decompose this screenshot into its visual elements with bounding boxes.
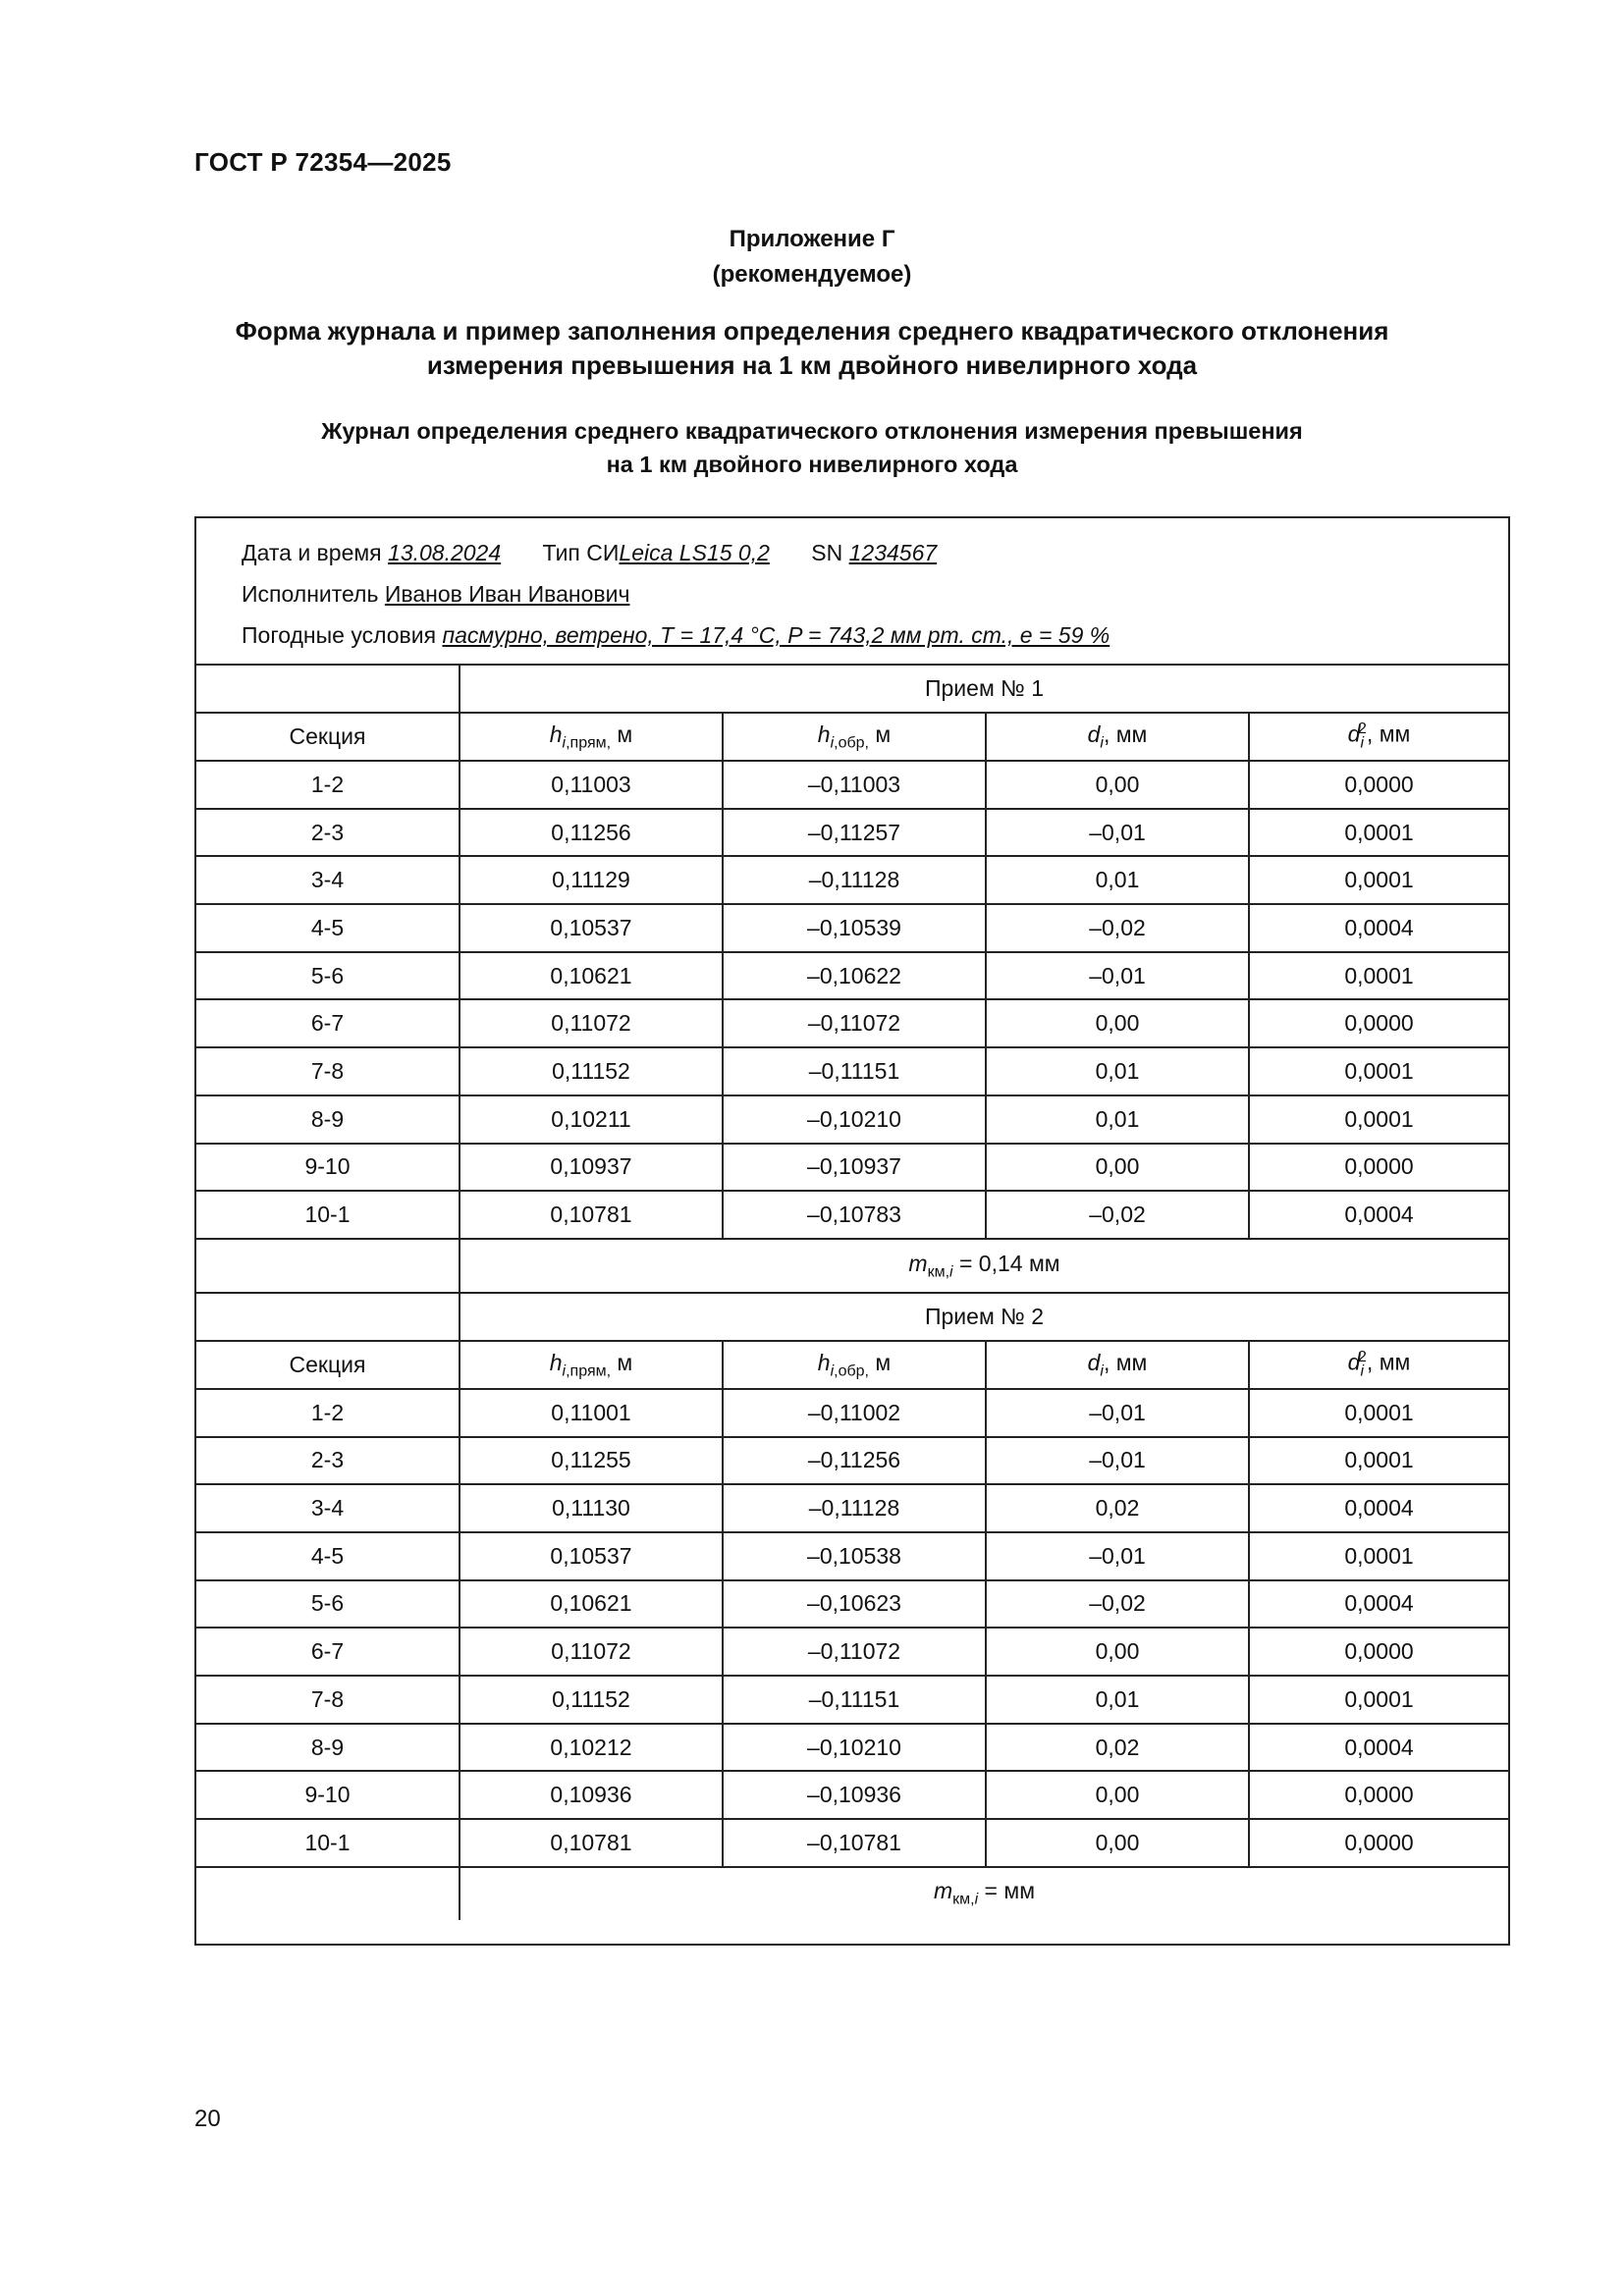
subscript-index: i bbox=[1100, 1362, 1104, 1380]
subscript-text: ,обр, bbox=[834, 1362, 869, 1380]
cell-section: 1-2 bbox=[196, 761, 460, 809]
subscript bbox=[1360, 1363, 1364, 1380]
cell-d2: 0,0001 bbox=[1249, 1047, 1508, 1095]
table-row bbox=[196, 1580, 1508, 1629]
column-header-h-rev bbox=[723, 1341, 986, 1389]
reception-title-row bbox=[196, 665, 1508, 713]
symbol: d bbox=[1347, 1349, 1361, 1375]
cell-h-rev: –0,11257 bbox=[723, 809, 986, 857]
summary-row bbox=[196, 1239, 1508, 1293]
cell-h-rev: –0,10783 bbox=[723, 1191, 986, 1239]
date-label: Дата и время bbox=[242, 540, 382, 565]
cell-h-rev: –0,10937 bbox=[723, 1144, 986, 1192]
empty-cell bbox=[196, 665, 460, 713]
cell-d: –0,02 bbox=[986, 1580, 1249, 1629]
cell-d: 0,00 bbox=[986, 1144, 1249, 1192]
meta-line-1 bbox=[242, 540, 937, 566]
unit: м bbox=[611, 1349, 633, 1375]
date-value: 13.08.2024 bbox=[388, 540, 502, 565]
weather-value: пасмурно, ветрено, T = 17,4 °C, P = 743,2 мм рт. ст., e = 59 % bbox=[442, 622, 1110, 648]
cell-d: 0,00 bbox=[986, 761, 1249, 809]
table-row bbox=[196, 1819, 1508, 1867]
symbol: m bbox=[908, 1250, 928, 1276]
cell-d: 0,01 bbox=[986, 1676, 1249, 1724]
cell-section: 3-4 bbox=[196, 856, 460, 904]
table-row bbox=[196, 999, 1508, 1047]
superscript: 2 bbox=[1358, 1349, 1367, 1366]
table-row bbox=[196, 856, 1508, 904]
result-text: = мм bbox=[978, 1878, 1036, 1904]
cell-h-rev: –0,11128 bbox=[723, 856, 986, 904]
cell-d2: 0,0000 bbox=[1249, 1628, 1508, 1676]
cell-d: 0,00 bbox=[986, 1819, 1249, 1867]
cell-d2: 0,0000 bbox=[1249, 1771, 1508, 1819]
measurements-body bbox=[196, 665, 1508, 1920]
cell-d2: 0,0000 bbox=[1249, 1819, 1508, 1867]
symbol: d bbox=[1347, 721, 1361, 748]
rms-result bbox=[460, 1239, 1508, 1293]
cell-d: 0,00 bbox=[986, 1771, 1249, 1819]
unit: , мм bbox=[1103, 721, 1148, 747]
subscript-text: км, bbox=[927, 1263, 950, 1281]
subscript bbox=[563, 1362, 612, 1379]
cell-h-dir: 0,10621 bbox=[460, 952, 723, 1000]
subscript-text: км, bbox=[952, 1892, 975, 1909]
cell-d2: 0,0004 bbox=[1249, 1484, 1508, 1532]
column-header-d bbox=[986, 1341, 1249, 1389]
cell-d2: 0,0001 bbox=[1249, 1389, 1508, 1437]
cell-h-dir: 0,11130 bbox=[460, 1484, 723, 1532]
cell-h-dir: 0,11255 bbox=[460, 1437, 723, 1485]
subscript-index: i bbox=[1360, 734, 1365, 752]
unit: , мм bbox=[1366, 1349, 1411, 1375]
cell-h-rev: –0,10539 bbox=[723, 904, 986, 952]
subscript-index: i bbox=[949, 1263, 953, 1281]
summary-row bbox=[196, 1867, 1508, 1920]
cell-d: 0,02 bbox=[986, 1724, 1249, 1772]
weather-label: Погодные условия bbox=[242, 622, 437, 648]
cell-d: 0,02 bbox=[986, 1484, 1249, 1532]
cell-h-dir: 0,10781 bbox=[460, 1191, 723, 1239]
cell-d: –0,01 bbox=[986, 1389, 1249, 1437]
cell-h-dir: 0,11072 bbox=[460, 999, 723, 1047]
cell-d: 0,01 bbox=[986, 856, 1249, 904]
sn-value: 1234567 bbox=[848, 540, 938, 565]
column-header-d2 bbox=[1249, 713, 1508, 761]
table-row bbox=[196, 1389, 1508, 1437]
cell-h-dir: 0,10937 bbox=[460, 1144, 723, 1192]
superscript: 2 bbox=[1358, 721, 1367, 738]
cell-h-dir: 0,11001 bbox=[460, 1389, 723, 1437]
cell-d2: 0,0001 bbox=[1249, 952, 1508, 1000]
column-header-h-dir bbox=[460, 1341, 723, 1389]
cell-section: 6-7 bbox=[196, 999, 460, 1047]
journal-title bbox=[0, 414, 1624, 481]
table-row bbox=[196, 1437, 1508, 1485]
cell-d2: 0,0000 bbox=[1249, 999, 1508, 1047]
column-header-row bbox=[196, 713, 1508, 761]
cell-d2: 0,0001 bbox=[1249, 1532, 1508, 1580]
subscript-index: i bbox=[562, 1362, 567, 1380]
table-row bbox=[196, 1191, 1508, 1239]
cell-section: 9-10 bbox=[196, 1771, 460, 1819]
symbol: d bbox=[1087, 1349, 1101, 1375]
cell-d: –0,01 bbox=[986, 1437, 1249, 1485]
subscript bbox=[563, 734, 612, 751]
cell-h-dir: 0,10936 bbox=[460, 1771, 723, 1819]
cell-d2: 0,0001 bbox=[1249, 809, 1508, 857]
table-row bbox=[196, 1676, 1508, 1724]
table-row bbox=[196, 1628, 1508, 1676]
cell-section: 7-8 bbox=[196, 1676, 460, 1724]
cell-section: 9-10 bbox=[196, 1144, 460, 1192]
cell-h-rev: –0,11072 bbox=[723, 1628, 986, 1676]
cell-section: 4-5 bbox=[196, 1532, 460, 1580]
subscript bbox=[831, 734, 869, 751]
cell-h-dir: 0,11152 bbox=[460, 1047, 723, 1095]
table-row bbox=[196, 1047, 1508, 1095]
cell-d: 0,00 bbox=[986, 1628, 1249, 1676]
cell-h-dir: 0,11003 bbox=[460, 761, 723, 809]
cell-h-rev: –0,10936 bbox=[723, 1771, 986, 1819]
meta-line-2 bbox=[242, 581, 745, 608]
journal-meta bbox=[196, 518, 1508, 666]
table-row bbox=[196, 1532, 1508, 1580]
main-title-line-1: Форма журнала и пример заполнения определения среднего квадратического отклонения bbox=[235, 316, 1389, 346]
cell-section: 10-1 bbox=[196, 1191, 460, 1239]
main-title bbox=[0, 314, 1624, 383]
cell-d: –0,01 bbox=[986, 952, 1249, 1000]
cell-d2: 0,0001 bbox=[1249, 1676, 1508, 1724]
cell-h-dir: 0,10781 bbox=[460, 1819, 723, 1867]
cell-h-rev: –0,11151 bbox=[723, 1047, 986, 1095]
cell-h-rev: –0,11003 bbox=[723, 761, 986, 809]
subscript-index: i bbox=[974, 1892, 979, 1909]
rms-result bbox=[460, 1867, 1508, 1920]
cell-section: 7-8 bbox=[196, 1047, 460, 1095]
table-row bbox=[196, 809, 1508, 857]
table-row bbox=[196, 952, 1508, 1000]
cell-section: 6-7 bbox=[196, 1628, 460, 1676]
table-row bbox=[196, 904, 1508, 952]
page-number: 20 bbox=[194, 2106, 221, 2132]
device-value: Leica LS15 0,2 bbox=[619, 540, 770, 565]
cell-section: 2-3 bbox=[196, 1437, 460, 1485]
cell-h-dir: 0,10211 bbox=[460, 1095, 723, 1144]
unit: , мм bbox=[1103, 1349, 1148, 1375]
cell-h-rev: –0,10623 bbox=[723, 1580, 986, 1629]
cell-h-dir: 0,11256 bbox=[460, 809, 723, 857]
subscript-text: ,прям, bbox=[566, 1362, 612, 1380]
symbol: h bbox=[817, 721, 831, 747]
meta-line-3 bbox=[242, 622, 1110, 649]
cell-d2: 0,0001 bbox=[1249, 1095, 1508, 1144]
cell-h-dir: 0,11152 bbox=[460, 1676, 723, 1724]
cell-h-rev: –0,10210 bbox=[723, 1095, 986, 1144]
sn-label: SN bbox=[811, 540, 843, 565]
cell-section: 8-9 bbox=[196, 1095, 460, 1144]
subscript bbox=[952, 1892, 978, 1908]
cell-h-rev: –0,10210 bbox=[723, 1724, 986, 1772]
unit: , мм bbox=[1366, 721, 1411, 748]
subscript-index: i bbox=[830, 734, 835, 752]
column-header-h-dir bbox=[460, 713, 723, 761]
empty-cell bbox=[196, 1867, 460, 1920]
symbol: h bbox=[817, 1349, 831, 1375]
cell-d: –0,02 bbox=[986, 1191, 1249, 1239]
cell-d2: 0,0004 bbox=[1249, 1724, 1508, 1772]
appendix-title: Приложение Г bbox=[729, 226, 895, 252]
cell-d: –0,01 bbox=[986, 809, 1249, 857]
cell-d: 0,00 bbox=[986, 999, 1249, 1047]
cell-h-rev: –0,10781 bbox=[723, 1819, 986, 1867]
cell-h-dir: 0,11072 bbox=[460, 1628, 723, 1676]
subscript bbox=[928, 1263, 953, 1280]
column-header-row bbox=[196, 1341, 1508, 1389]
table-row bbox=[196, 761, 1508, 809]
reception-title: Прием № 1 bbox=[460, 665, 1508, 713]
subscript-index: i bbox=[1100, 734, 1104, 752]
document-code: ГОСТ Р 72354—2025 bbox=[194, 147, 452, 177]
cell-d2: 0,0001 bbox=[1249, 856, 1508, 904]
cell-d: –0,01 bbox=[986, 1532, 1249, 1580]
subscript bbox=[831, 1362, 869, 1379]
cell-h-dir: 0,10537 bbox=[460, 904, 723, 952]
cell-h-rev: –0,10622 bbox=[723, 952, 986, 1000]
symbol: d bbox=[1087, 721, 1101, 747]
cell-d2: 0,0001 bbox=[1249, 1437, 1508, 1485]
cell-d2: 0,0004 bbox=[1249, 1191, 1508, 1239]
cell-h-rev: –0,11151 bbox=[723, 1676, 986, 1724]
column-header-section: Секция bbox=[196, 713, 460, 761]
journal-title-line-1: Журнал определения среднего квадратического отклонения измерения превышения bbox=[321, 418, 1303, 444]
cell-section: 5-6 bbox=[196, 952, 460, 1000]
cell-section: 2-3 bbox=[196, 809, 460, 857]
cell-d2: 0,0000 bbox=[1249, 1144, 1508, 1192]
subscript-index: i bbox=[1360, 1362, 1365, 1380]
cell-section: 1-2 bbox=[196, 1389, 460, 1437]
column-header-section: Секция bbox=[196, 1341, 460, 1389]
appendix-status: (рекомендуемое) bbox=[712, 261, 912, 288]
reception-title: Прием № 2 bbox=[460, 1293, 1508, 1341]
main-title-line-2: измерения превышения на 1 км двойного нивелирного хода bbox=[426, 350, 1198, 380]
table-row bbox=[196, 1095, 1508, 1144]
cell-section: 4-5 bbox=[196, 904, 460, 952]
cell-d: –0,02 bbox=[986, 904, 1249, 952]
measurements-table bbox=[196, 664, 1508, 1920]
unit: м bbox=[869, 721, 892, 747]
unit: м bbox=[869, 1349, 892, 1375]
executor-label: Исполнитель bbox=[242, 581, 379, 607]
symbol: m bbox=[933, 1878, 953, 1904]
cell-h-rev: –0,11256 bbox=[723, 1437, 986, 1485]
cell-section: 8-9 bbox=[196, 1724, 460, 1772]
table-row bbox=[196, 1144, 1508, 1192]
cell-h-rev: –0,11002 bbox=[723, 1389, 986, 1437]
cell-section: 3-4 bbox=[196, 1484, 460, 1532]
appendix-heading bbox=[0, 222, 1624, 293]
empty-cell bbox=[196, 1239, 460, 1293]
empty-cell bbox=[196, 1293, 460, 1341]
cell-d: 0,01 bbox=[986, 1095, 1249, 1144]
column-header-d2 bbox=[1249, 1341, 1508, 1389]
journal-form bbox=[194, 516, 1510, 1946]
cell-h-dir: 0,10212 bbox=[460, 1724, 723, 1772]
executor-value: Иванов Иван Иванович bbox=[384, 581, 630, 607]
subscript-index: i bbox=[562, 734, 567, 752]
cell-section: 5-6 bbox=[196, 1580, 460, 1629]
result-text: = 0,14 мм bbox=[952, 1250, 1060, 1276]
cell-h-dir: 0,11129 bbox=[460, 856, 723, 904]
cell-h-rev: –0,10538 bbox=[723, 1532, 986, 1580]
symbol: h bbox=[549, 721, 563, 747]
cell-h-rev: –0,11128 bbox=[723, 1484, 986, 1532]
subscript bbox=[1360, 735, 1364, 752]
subscript-text: ,обр, bbox=[834, 734, 869, 752]
cell-h-dir: 0,10537 bbox=[460, 1532, 723, 1580]
column-header-h-rev bbox=[723, 713, 986, 761]
column-header-d bbox=[986, 713, 1249, 761]
cell-d2: 0,0000 bbox=[1249, 761, 1508, 809]
unit: м bbox=[611, 721, 633, 747]
table-row bbox=[196, 1484, 1508, 1532]
cell-d2: 0,0004 bbox=[1249, 1580, 1508, 1629]
symbol: h bbox=[549, 1349, 563, 1375]
device-label: Тип СИ bbox=[542, 540, 620, 565]
cell-d: 0,01 bbox=[986, 1047, 1249, 1095]
subscript-index: i bbox=[830, 1362, 835, 1380]
reception-title-row bbox=[196, 1293, 1508, 1341]
cell-h-dir: 0,10621 bbox=[460, 1580, 723, 1629]
cell-section: 10-1 bbox=[196, 1819, 460, 1867]
table-row bbox=[196, 1771, 1508, 1819]
cell-h-rev: –0,11072 bbox=[723, 999, 986, 1047]
cell-d2: 0,0004 bbox=[1249, 904, 1508, 952]
table-row bbox=[196, 1724, 1508, 1772]
subscript-text: ,прям, bbox=[566, 734, 612, 752]
journal-title-line-2: на 1 км двойного нивелирного хода bbox=[606, 452, 1018, 477]
